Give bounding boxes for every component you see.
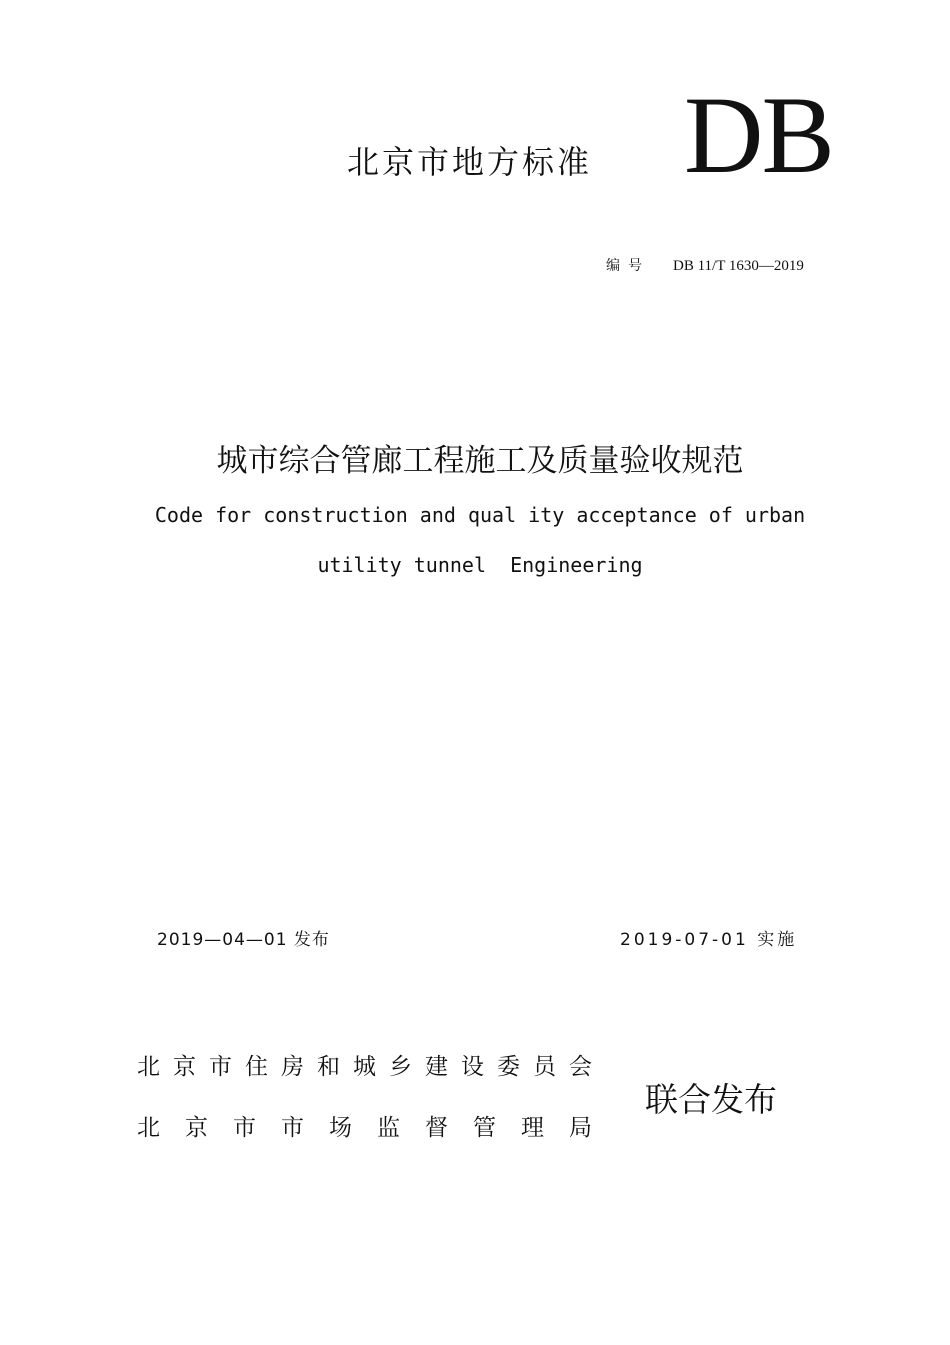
title-english-line-2: utility tunnel Engineering xyxy=(317,553,643,577)
title-english-line-1: Code for construction and qual ity acceptance of urban xyxy=(154,503,806,527)
standard-number-label: 编号 xyxy=(606,258,650,274)
standard-category: 北京市地方标准 xyxy=(347,143,593,181)
issuer-line-1: 北京市住房和城乡建设委员会 xyxy=(137,1054,605,1080)
standard-number: DB 11/T 1630—2019 xyxy=(673,258,804,274)
issue-date: 2019—04—01 发布 xyxy=(157,930,330,950)
effective-date: 2019-07-01 实施 xyxy=(620,930,798,950)
db-mark: DB xyxy=(684,74,833,196)
joint-issue-label: 联合发布 xyxy=(645,1080,777,1119)
title-chinese: 城市综合管廊工程施工及质量验收规范 xyxy=(216,443,744,479)
issuer-line-2: 北京市市场监督管理局 xyxy=(137,1115,617,1141)
